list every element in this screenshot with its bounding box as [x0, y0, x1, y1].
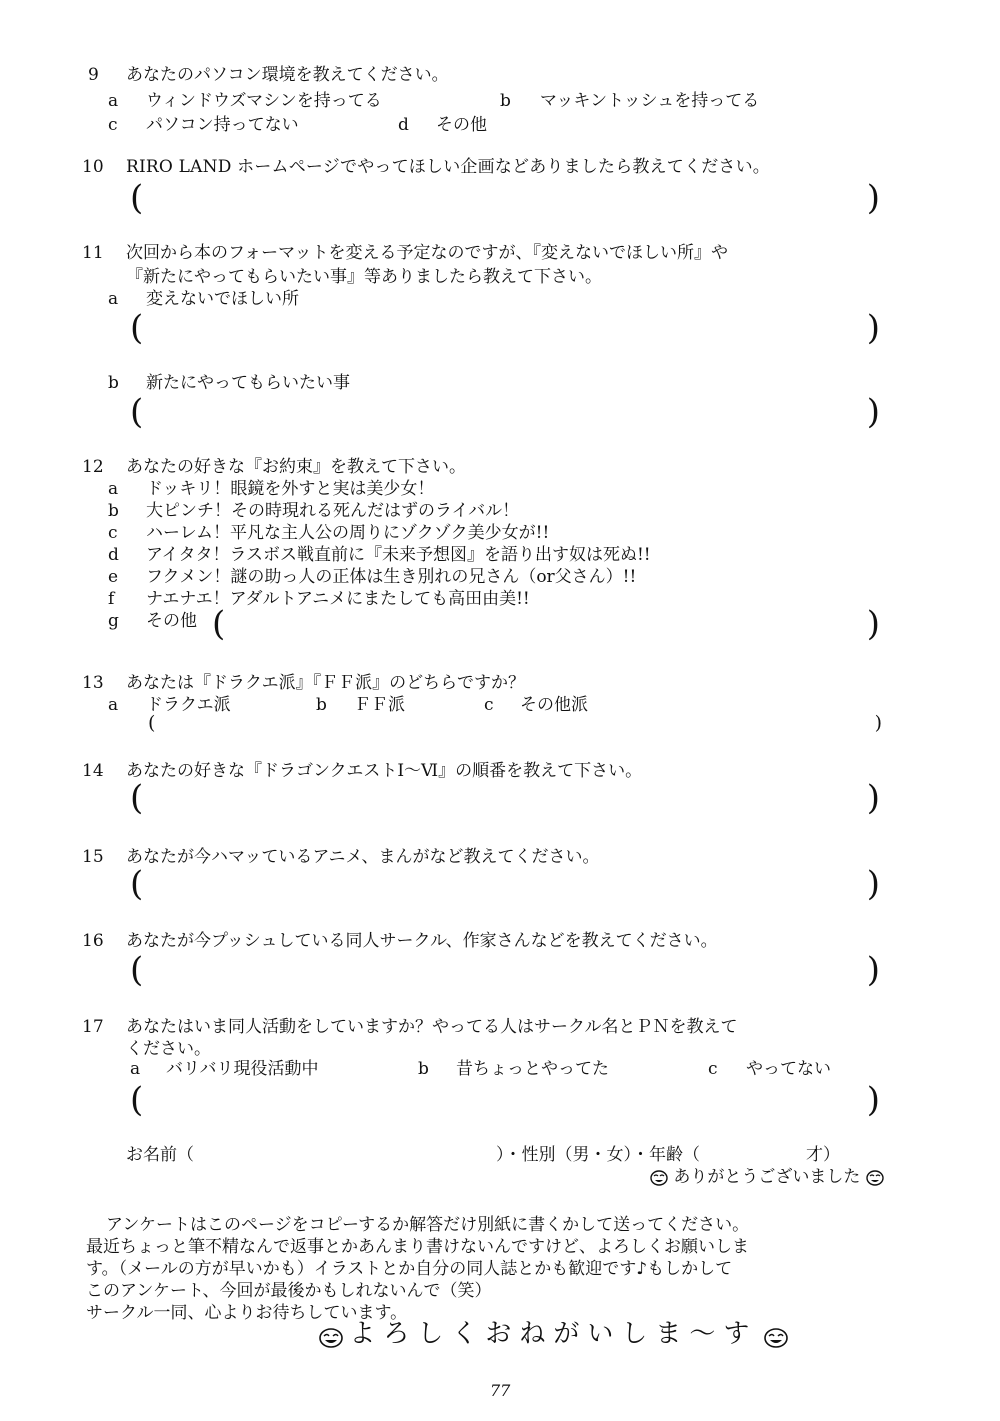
open-paren: ( [130, 392, 144, 432]
q12-other-answer-field[interactable] [212, 604, 890, 646]
q11-b-label: b [108, 373, 119, 393]
q15-number: 15 [82, 847, 104, 867]
q12-number: 12 [82, 457, 104, 477]
q11-a-text: 変えないでほしい所 [146, 289, 299, 309]
q13-b-option[interactable]: ＦＦ派 [354, 695, 405, 715]
q9-c-label: c [108, 115, 118, 135]
open-paren: ( [130, 1080, 144, 1120]
q12-option-label: c [108, 523, 118, 543]
age-field[interactable] [772, 1144, 806, 1166]
closing-big-line [318, 1316, 789, 1355]
q10-answer-field[interactable] [130, 178, 890, 220]
q9-d-label: d [398, 115, 409, 135]
q9-a-option[interactable]: ウィンドウズマシンを持ってる [146, 91, 382, 111]
q10-question: RIRO LAND ホームページでやってほしい企画などありましたら教えてください。 [126, 157, 770, 177]
q17-a-option[interactable]: バリバリ現役活動中 [166, 1059, 319, 1079]
q17-c-option[interactable]: やってない [746, 1059, 831, 1079]
smiley-face-icon [866, 1170, 884, 1186]
q12-option[interactable]: ハーレム！平凡な主人公の周りにゾクゾク美少女が!! [146, 523, 550, 543]
q9-question: あなたのパソコン環境を教えてください。 [126, 65, 449, 85]
q17-number: 17 [82, 1017, 104, 1037]
q9-d-option[interactable]: その他 [436, 115, 487, 135]
q11-question-line2: 『新たにやってもらいたい事』等ありましたら教えて下さい。 [126, 267, 602, 287]
open-paren: ( [130, 308, 144, 348]
thanks-text: ありがとうございました [673, 1167, 861, 1187]
open-paren: ( [212, 604, 226, 644]
open-paren: ( [130, 864, 144, 904]
q12-option[interactable]: その他 [146, 611, 197, 631]
q13-question: あなたは『ドラクエ派』『ＦＦ派』のどちらですか？ [126, 673, 525, 693]
q13-a-option[interactable]: ドラクエ派 [146, 695, 231, 715]
q13-number: 13 [82, 673, 104, 693]
q9-c-option[interactable]: パソコン持ってない [146, 115, 299, 135]
q11-a-answer-field[interactable] [130, 308, 890, 350]
closing-line: アンケートはこのページをコピーするか解答だけ別紙に書くかして送ってください。 [106, 1215, 750, 1235]
q17-a-label: a [130, 1059, 141, 1079]
q11-question-line1: 次回から本のフォーマットを変える予定なのですが、『変えないでほしい所』や [126, 243, 728, 263]
q9-b-label: b [500, 91, 511, 111]
closing-line: このアンケート、今回が最後かもしれないんで（笑） [86, 1281, 492, 1301]
q12-option[interactable]: フクメン！謎の助っ人の正体は生き別れの兄さん（or父さん）!! [146, 567, 637, 587]
gender-age-label: ）・性別（男・女）・年齢（ [496, 1145, 700, 1165]
open-paren: ( [148, 712, 156, 734]
q16-question: あなたが今プッシュしている同人サークル、作家さんなどを教えてください。 [126, 931, 718, 951]
q13-b-label: b [316, 695, 327, 715]
q11-a-label: a [108, 289, 119, 309]
closing-line: サークル一同、心よりお待ちしています。 [86, 1303, 408, 1323]
close-paren: ) [866, 778, 880, 818]
close-paren: ) [866, 178, 880, 218]
q12-option-label: f [108, 589, 115, 609]
page-number: 77 [490, 1381, 511, 1400]
q17-question-line2: ください。 [126, 1039, 211, 1059]
q16-answer-field[interactable] [130, 950, 890, 992]
q11-b-text: 新たにやってもらいたい事 [146, 373, 350, 393]
closing-big-text: よろしくおねがいしま～す [349, 1319, 758, 1349]
q12-option[interactable]: ナエナエ！アダルトアニメにまたしても高田由美!! [146, 589, 530, 609]
q14-answer-field[interactable] [130, 778, 890, 820]
q12-option-label: d [108, 545, 119, 565]
q12-option-label: b [108, 501, 119, 521]
q12-option-label: g [108, 611, 119, 631]
q13-c-option[interactable]: その他派 [520, 695, 588, 715]
happy-face-icon [318, 1327, 344, 1349]
close-paren: ) [866, 392, 880, 432]
close-paren: ) [874, 712, 882, 734]
q9-number: 9 [88, 65, 99, 85]
q14-question: あなたの好きな『ドラゴンクエストⅠ～Ⅵ』の順番を教えて下さい。 [126, 761, 643, 781]
q12-option-label: e [108, 567, 119, 587]
q12-question: あなたの好きな『お約束』を教えて下さい。 [126, 457, 466, 477]
close-paren: ) [866, 864, 880, 904]
closing-line: 最近ちょっと筆不精なんで返事とかあんまり書けないんですけど、よろしくお願いしま [86, 1237, 749, 1257]
q13-c-label: c [484, 695, 494, 715]
q9-a-label: a [108, 91, 119, 111]
thanks-line [650, 1166, 884, 1188]
q12-option[interactable]: ドッキリ！眼鏡を外すと実は美少女！ [146, 479, 435, 499]
close-paren: ) [866, 950, 880, 990]
q11-number: 11 [82, 243, 104, 263]
age-suffix: 才） [806, 1145, 840, 1165]
open-paren: ( [130, 950, 144, 990]
q17-c-label: c [708, 1059, 718, 1079]
open-paren: ( [130, 178, 144, 218]
closing-line: す。（メールの方が早いかも）イラストとか自分の同人誌とかも歓迎です♪もしかして [86, 1259, 733, 1279]
q10-number: 10 [82, 157, 104, 177]
close-paren: ) [866, 1080, 880, 1120]
q13-a-label: a [108, 695, 119, 715]
q12-option[interactable]: アイタタ！ラスボス戦直前に『未来予想図』を語り出す奴は死ぬ!! [146, 545, 651, 565]
q16-number: 16 [82, 931, 104, 951]
q13-other-answer-field[interactable] [148, 712, 888, 736]
close-paren: ) [866, 604, 880, 644]
q17-answer-field[interactable] [130, 1080, 890, 1122]
open-paren: ( [130, 778, 144, 818]
q9-b-option[interactable]: マッキントッシュを持ってる [540, 91, 760, 111]
smiley-face-icon [650, 1170, 668, 1186]
q17-question-line1: あなたはいま同人活動をしていますか？やってる人はサークル名とＰＮを教えて [126, 1017, 738, 1037]
q11-b-answer-field[interactable] [130, 392, 890, 434]
happy-face-icon [763, 1327, 789, 1349]
q15-answer-field[interactable] [130, 864, 890, 906]
q12-option-label: a [108, 479, 119, 499]
close-paren: ) [866, 308, 880, 348]
name-field[interactable] [210, 1144, 496, 1166]
name-label: お名前（ [126, 1145, 194, 1165]
q14-number: 14 [82, 761, 104, 781]
q17-b-label: b [418, 1059, 429, 1079]
q17-b-option[interactable]: 昔ちょっとやってた [456, 1059, 609, 1079]
q15-question: あなたが今ハマッているアニメ、まんがなど教えてください。 [126, 847, 600, 867]
q12-option[interactable]: 大ピンチ！その時現れる死んだはずのライバル！ [146, 501, 520, 521]
